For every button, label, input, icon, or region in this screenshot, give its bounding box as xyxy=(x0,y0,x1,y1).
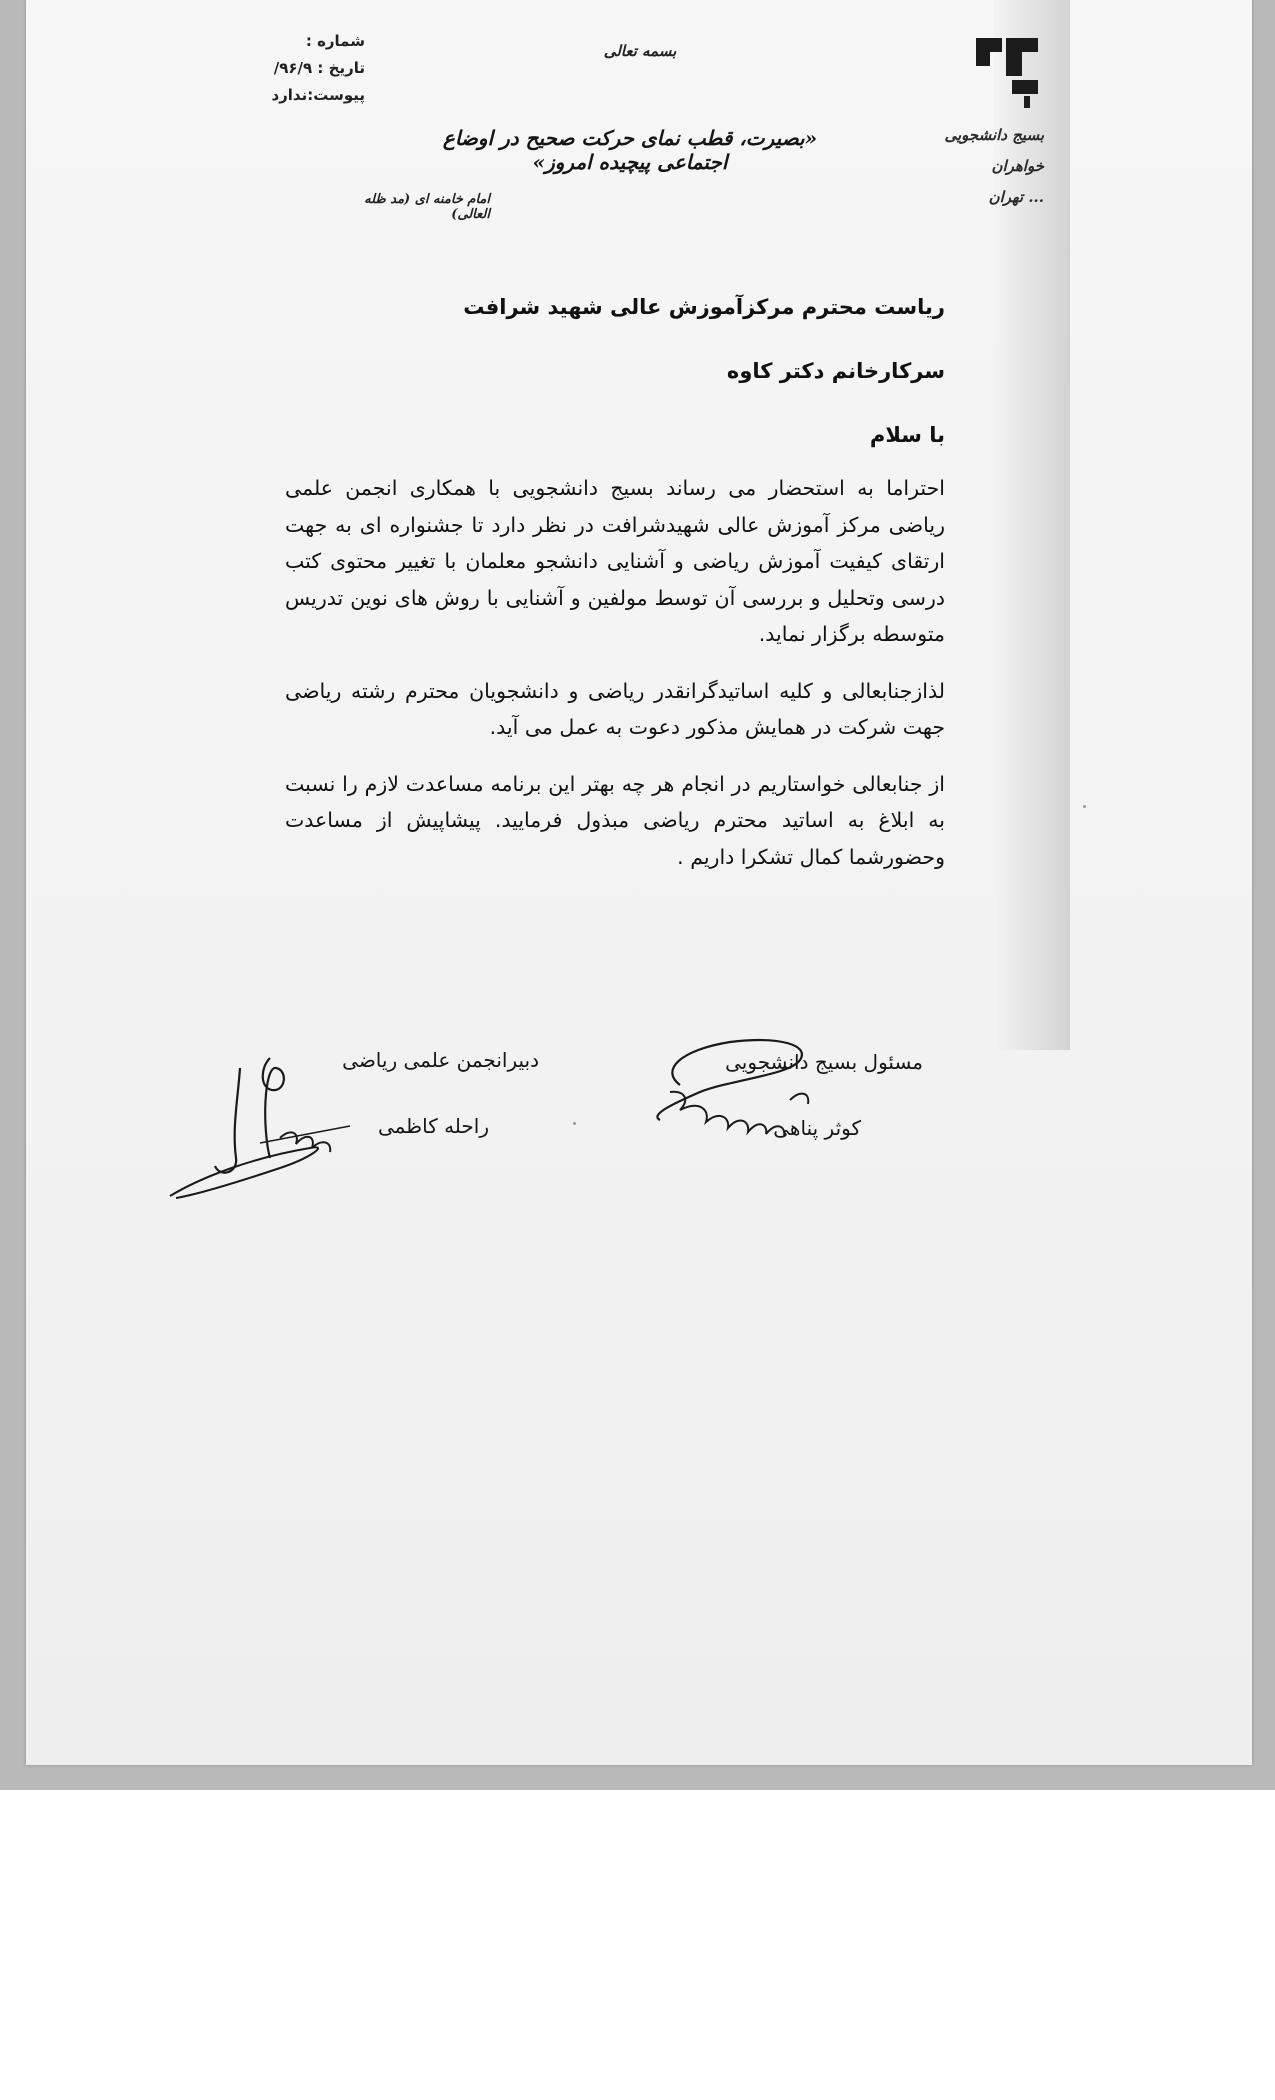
quote-author: امام خامنه ای (مد ظله العالی) xyxy=(364,192,490,222)
right-signer-title: مسئول بسیج دانشجویی xyxy=(725,1050,923,1074)
scan-speck xyxy=(1083,805,1086,808)
logo-line: ... تهران xyxy=(988,188,1044,206)
attachment-label: پیوست:ندارد xyxy=(271,86,365,104)
header-quote: «بصیرت، قطب نمای حرکت صحیح در اوضاع اجتماعی پیچیده امروز» xyxy=(442,126,818,174)
bismillah: بسمه تعالی xyxy=(603,42,677,60)
greeting: با سلام xyxy=(869,423,945,447)
paragraph: از جنابعالی خواستاریم در انجام هر چه بهتر این برنامه مساعدت لازم را نسبت به ابلاغ به اساتید محترم ریاضی مبذول فرمایید. پیشاپیش از مساعدت وحضورشما کمال تشکرا داریم . xyxy=(285,771,945,869)
date-label: تاریخ : ۹۶/۹/ xyxy=(273,59,365,77)
logo-line: خواهران xyxy=(991,157,1044,175)
left-signature xyxy=(160,1048,360,1208)
scan-speck xyxy=(573,1122,576,1125)
right-signer-name: کوثر پناهی xyxy=(773,1116,861,1140)
letter-body xyxy=(285,292,945,895)
paragraph: احتراما به استحضار می رساند بسیج دانشجویی با همکاری انجمن علمی ریاضی مرکز آموزش عالی شهیدشرافت در نظر دارد تا جشنواره ای به جهت ارتقای کیفیت آموزش ریاضی و آشنایی دانشجو معلمان با تغییر محتوی کتب درسی وتحلیل و بررسی آن توسط مولفین و آشنایی با روش های نوین تدریس متوسطه برگزار نماید. xyxy=(285,476,945,646)
logo-line: بسیج دانشجویی xyxy=(944,126,1044,144)
basij-emblem-icon xyxy=(972,32,1044,112)
left-signer-name: راحله کاظمی xyxy=(377,1114,489,1138)
logo-caption xyxy=(944,120,1044,213)
letter-meta xyxy=(271,28,365,109)
left-signer-title: دبیرانجمن علمی ریاضی xyxy=(342,1048,539,1072)
paragraph: لذازجنابعالی و کلیه اساتیدگرانقدر ریاضی و دانشجویان محترم رشته ریاضی جهت شرکت در همایش مذکور دعوت به عمل می آید. xyxy=(285,678,945,739)
number-label: شماره : xyxy=(305,32,365,50)
addressee: سرکارخانم دکتر کاوه xyxy=(726,359,945,383)
right-signature xyxy=(640,1030,840,1150)
recipient: ریاست محترم مرکزآموزش عالی شهید شرافت xyxy=(463,295,945,319)
